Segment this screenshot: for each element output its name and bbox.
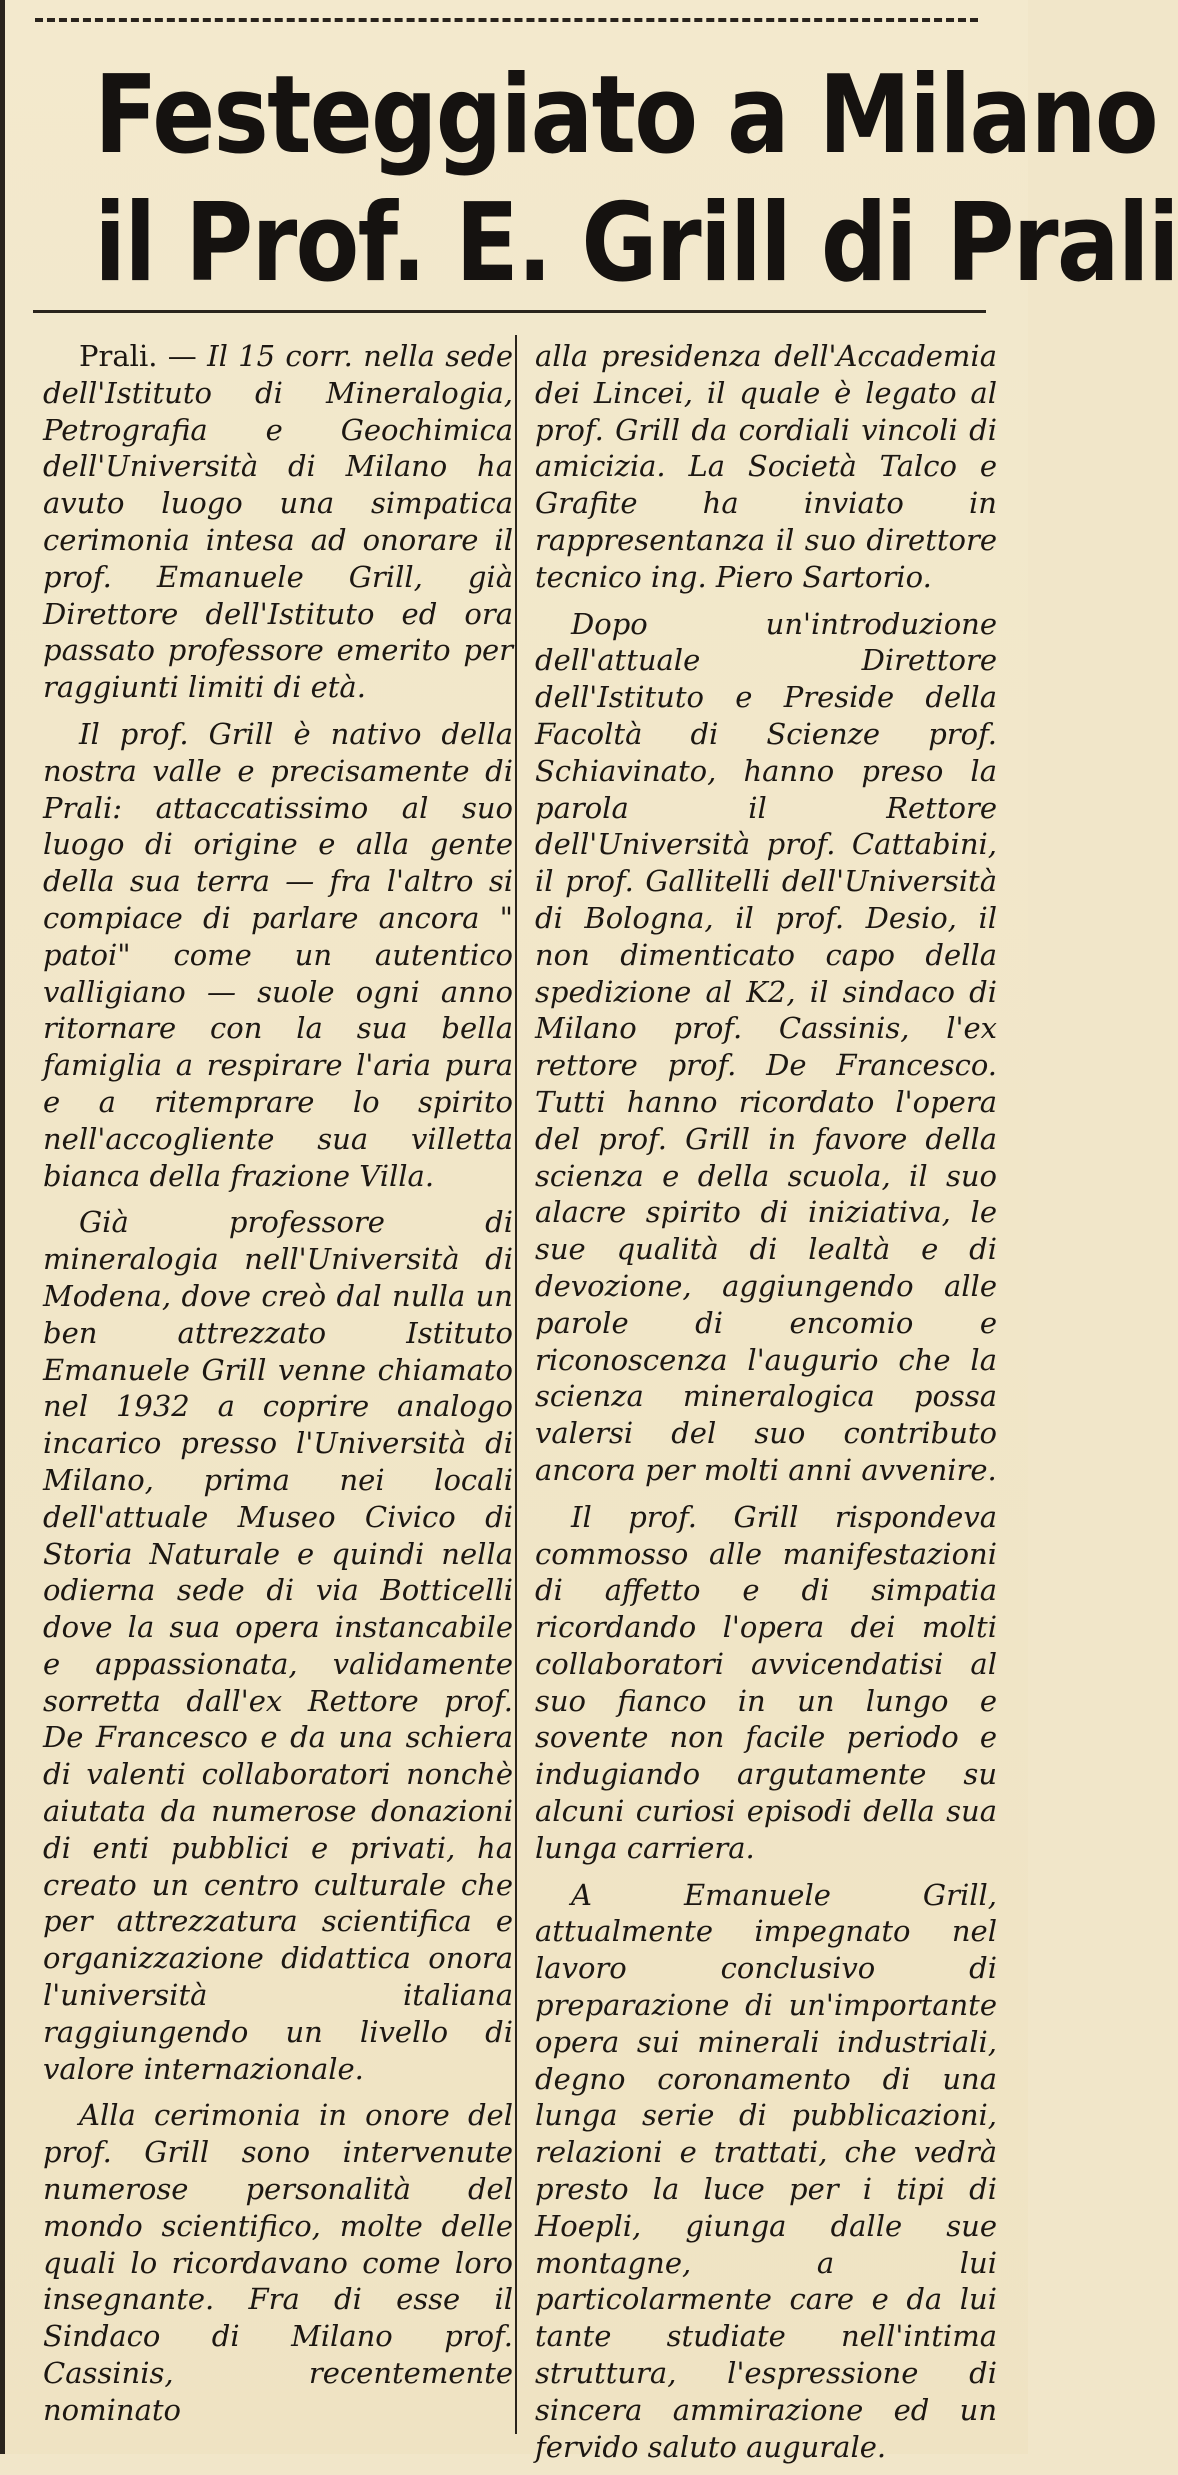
- paragraph: Dopo un'introduzione dell'attuale Direttore dell'Istituto e Preside della Facoltà di Scienze prof. Schiavinato, hanno preso la parola il Rettore dell'Università prof. Cattabini, il prof. Gallitelli dell'Università di Bologna, il prof. Desio, il non dimenticato capo della spedizione al K2, il sindaco di Milano prof. Cassinis, l'ex rettore prof. De Francesco. Tutti hanno ricordato l'opera del prof. Grill in favore della scienza e della scuola, il suo alacre spirito di iniziativa, le sue qualità di lealtà e di devozione, aggiungendo alle parole di encomio e riconoscenza l'augurio che la scienza mineralogica possa valersi del suo contributo ancora per molti anni avvenire.: [535, 606, 997, 1487]
- headline: [94, 52, 1178, 308]
- paragraph: Il prof. Grill è nativo della nostra valle e precisamente di Prali: attaccatissimo al suo luogo di origine e alla gente della sua terra — fra l'altro si compiace di parlare ancora " patoi" come un autentico valligiano — suole ogni anno ritornare con la sua bella famiglia a respirare l'aria pura e a ritemprare lo spirito nell'accogliente sua villetta bianca della frazione Villa.: [43, 716, 513, 1193]
- paragraph: Il prof. Grill rispondeva commosso alle manifestazioni di affetto e di simpatia ricordando l'opera dei molti collaboratori avvicendatisi al suo fianco in un lungo e sovente non facile periodo e indugiando argutamente su alcuni curiosi episodi della sua lunga carriera.: [535, 1499, 997, 1865]
- headline-line-1: Festeggiato a Milano: [94, 53, 1157, 178]
- left-column: [43, 338, 513, 2439]
- paragraph: Alla cerimonia in onore del prof. Grill sono intervenute numerose personalità del mondo scientifico, molte delle quali lo ricordavano come loro insegnante. Fra di esse il Sindaco di Milano prof. Cassinis, recentemente nominato: [43, 2098, 513, 2427]
- paragraph-text: Il 15 corr. nella sede dell'Istituto di Mineralogia, Petrografia e Geochimica dell'Università di Milano ha avuto luogo una simpatica cerimonia intesa ad onorare il prof. Emanuele Grill, già Direttore dell'Istituto ed ora passato professore emerito per raggiunti limiti di età.: [43, 339, 513, 705]
- right-column: [535, 338, 997, 2475]
- paragraph: A Emanuele Grill, attualmente impegnato nel lavoro conclusivo di preparazione di un'importante opera sui minerali industriali, degno coronamento di una lunga serie di pubblicazioni, relazioni e trattati, che vedrà presto la luce per i tipi di Hoepli, giunga dalle sue montagne, a lui particolarmente care e da lui tante studiate nell'intima struttura, l'espressione di sincera ammirazione ed un fervido saluto augurale.: [535, 1877, 997, 2464]
- headline-line-2: il Prof. E. Grill di Prali: [94, 181, 1178, 306]
- headline-rule: [33, 310, 986, 313]
- column-separator: [515, 335, 517, 2434]
- dateline: Prali. —: [79, 339, 208, 373]
- paragraph: [43, 338, 513, 706]
- top-rule: [35, 18, 978, 22]
- paragraph: alla presidenza dell'Accademia dei Lincei, il quale è legato al prof. Grill da cordiali vincoli di amicizia. La Società Talco e Grafite ha inviato in rappresentanza il suo direttore tecnico ing. Piero Sartorio.: [535, 339, 997, 594]
- paragraph: Già professore di mineralogia nell'Università di Modena, dove creò dal nulla un ben attrezzato Istituto Emanuele Grill venne chiamato nel 1932 a coprire analogo incarico presso l'Università di Milano, prima nei locali dell'attuale Museo Civico di Storia Naturale e quindi nella odierna sede di via Botticelli dove la sua opera instancabile e appassionata, validamente sorretta dall'ex Rettore prof. De Francesco e da una schiera di valenti collaboratori nonchè aiutata da numerose donazioni di enti pubblici e privati, ha creato un centro culturale che per attrezzatura scientifica e organizzazione didattica onora l'università italiana raggiungendo un livello di valore internazionale.: [43, 1205, 513, 2086]
